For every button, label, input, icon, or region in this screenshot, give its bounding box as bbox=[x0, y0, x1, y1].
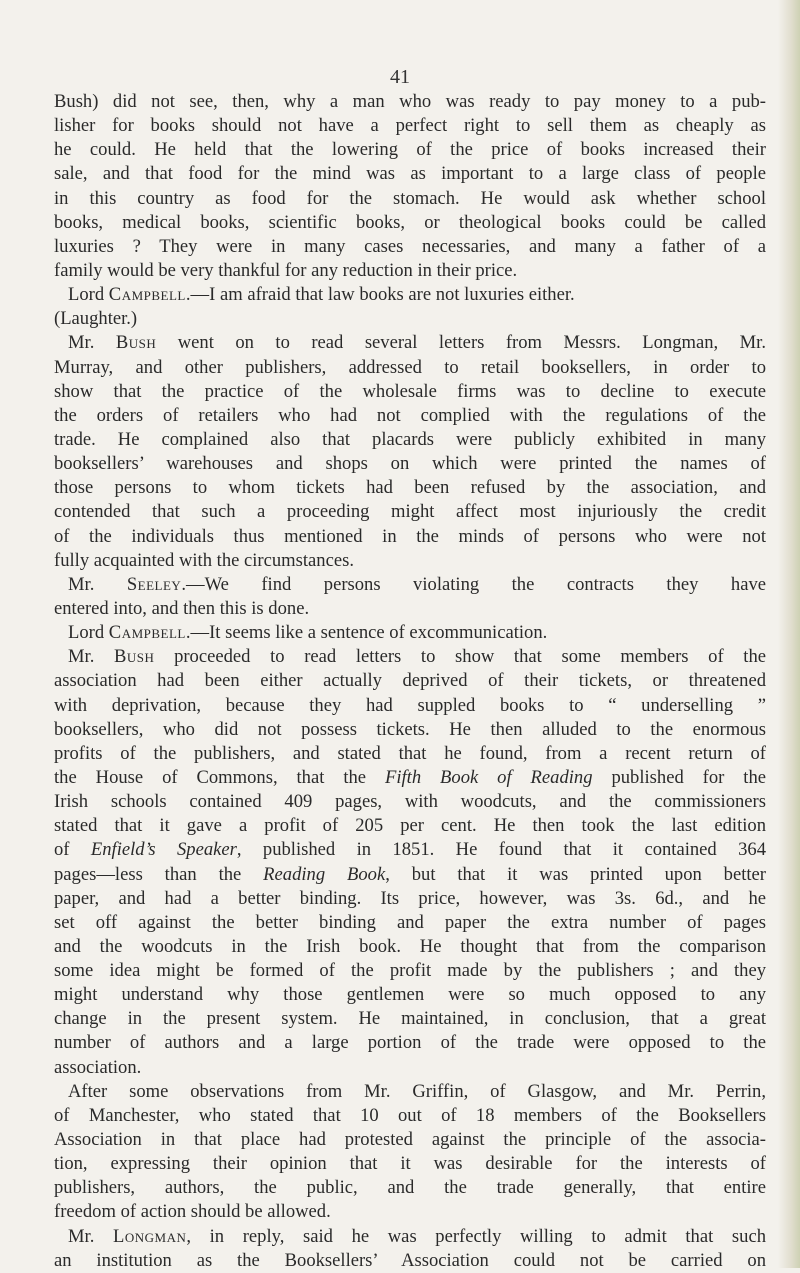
text-line bbox=[54, 911, 766, 935]
text-run: publishers, authors, the public, and the trade generally, that entire bbox=[54, 1177, 766, 1199]
text-run: some idea might be formed of the profit made by the publishers ; and they bbox=[54, 960, 766, 982]
text-run: booksellers’ warehouses and shops on which were printed the names of bbox=[54, 453, 766, 475]
text-run: (Laughter.) bbox=[54, 308, 138, 330]
book-title: Reading Book bbox=[263, 863, 386, 885]
text-run: After some observations from Mr. Griffin, of Glasgow, and Mr. Perrin, bbox=[68, 1080, 766, 1102]
text-line bbox=[54, 114, 766, 138]
text-line bbox=[54, 983, 766, 1007]
text-run: entered into, and then this is done. bbox=[54, 597, 310, 619]
text-run: .—We find persons violating the contracts they have bbox=[181, 573, 766, 595]
text-run: contended that such a proceeding might affect most injuriously the credit bbox=[54, 501, 766, 523]
speaker-name: Bush bbox=[114, 646, 155, 668]
text-run: stated that it gave a profit of 205 per cent. He then took the last edition bbox=[54, 815, 766, 837]
text-line bbox=[54, 718, 766, 742]
text-line bbox=[54, 573, 766, 597]
text-run: Irish schools contained 409 pages, with woodcuts, and the commissioners bbox=[54, 791, 766, 813]
text-run: he could. He held that the lowering of the price of books increased their bbox=[54, 139, 766, 161]
text-line bbox=[54, 380, 766, 404]
text-run: profits of the publishers, and stated that he found, from a recent return of bbox=[54, 742, 766, 764]
text-run: Mr. bbox=[68, 332, 116, 354]
text-run: freedom of action should be allowed. bbox=[54, 1201, 331, 1223]
text-line bbox=[54, 90, 766, 114]
text-run: Lord bbox=[68, 284, 109, 306]
speaker-name: Campbell bbox=[108, 284, 186, 306]
speaker-name: Campbell bbox=[108, 622, 186, 644]
speaker-name: Bush bbox=[115, 332, 157, 354]
text-run: luxuries ? They were in many cases necessaries, and many a father of a bbox=[54, 235, 766, 257]
text-line bbox=[54, 211, 766, 235]
text-run: proceeded to read letters to show that some members of the bbox=[154, 646, 767, 668]
text-line bbox=[54, 863, 766, 887]
text-line bbox=[54, 645, 766, 669]
text-line bbox=[54, 790, 766, 814]
speaker-name: Longman bbox=[112, 1225, 187, 1247]
text-run: tion, expressing their opinion that it was desirable for the interests of bbox=[54, 1153, 766, 1175]
text-run: of Manchester, who stated that 10 out of 18 members of the Booksellers bbox=[54, 1104, 766, 1126]
text-run: show that the practice of the wholesale firms was to decline to execute bbox=[54, 380, 766, 402]
text-line bbox=[54, 742, 766, 766]
text-line bbox=[54, 694, 766, 718]
text-run: books, medical books, scientific books, or theological books could be called bbox=[54, 211, 766, 233]
text-line bbox=[54, 404, 766, 428]
text-line bbox=[54, 428, 766, 452]
text-line bbox=[54, 887, 766, 911]
text-run: Murray, and other publishers, addressed to retail booksellers, in order to bbox=[54, 356, 766, 378]
text-run: Mr. bbox=[68, 1225, 113, 1247]
text-line bbox=[54, 1128, 766, 1152]
text-line bbox=[54, 1007, 766, 1031]
page-number: 41 bbox=[390, 66, 410, 88]
text-run: , published in 1851. He found that it contained 364 bbox=[236, 839, 766, 861]
text-line bbox=[54, 1225, 766, 1249]
text-run: with deprivation, because they had suppled books to “ underselling ” bbox=[54, 694, 766, 716]
text-run: set off against the better binding and paper the extra number of pages bbox=[54, 911, 766, 933]
text-line bbox=[54, 621, 766, 645]
text-line bbox=[54, 766, 766, 790]
text-line bbox=[54, 1104, 766, 1128]
text-line bbox=[54, 138, 766, 162]
text-run: and the woodcuts in the Irish book. He thought that from the comparison bbox=[54, 935, 766, 957]
book-title: Enfield’s Speaker bbox=[90, 839, 237, 861]
text-line bbox=[54, 1176, 766, 1200]
text-run: sale, and that food for the mind was as important to a large class of people bbox=[54, 163, 766, 185]
text-line bbox=[54, 597, 766, 621]
text-run: booksellers, who did not possess tickets. He then alluded to the enormous bbox=[54, 718, 766, 740]
text-run: the House of Commons, that the bbox=[54, 766, 385, 788]
text-run: , but that it was printed upon better bbox=[385, 863, 766, 885]
text-run: Lord bbox=[68, 622, 109, 644]
book-title: Fifth Book of Reading bbox=[384, 766, 593, 788]
text-run: family would be very thankful for any reduction in their price. bbox=[54, 259, 518, 281]
text-line bbox=[54, 814, 766, 838]
text-line bbox=[54, 1152, 766, 1176]
page-edge-shadow bbox=[778, 0, 800, 1268]
text-line bbox=[54, 500, 766, 524]
text-run: Mr. bbox=[68, 573, 127, 595]
text-line bbox=[54, 1056, 766, 1080]
book-page-text bbox=[54, 90, 766, 1273]
text-run: of bbox=[54, 839, 91, 861]
text-run: fully acquainted with the circumstances. bbox=[54, 549, 354, 571]
text-run: change in the present system. He maintained, in conclusion, that a great bbox=[54, 1008, 766, 1030]
text-line bbox=[54, 187, 766, 211]
text-line bbox=[54, 1249, 766, 1273]
text-line bbox=[54, 669, 766, 693]
text-line bbox=[54, 356, 766, 380]
text-line bbox=[54, 476, 766, 500]
text-run: trade. He complained also that placards were publicly exhibited in many bbox=[54, 428, 766, 450]
text-run: association. bbox=[54, 1056, 142, 1078]
text-line bbox=[54, 935, 766, 959]
text-run: an institution as the Booksellers’ Association could not be carried on bbox=[54, 1249, 766, 1271]
speaker-name: Seeley bbox=[126, 573, 182, 595]
text-line bbox=[54, 235, 766, 259]
text-line bbox=[54, 1031, 766, 1055]
text-run: Bush) did not see, then, why a man who was ready to pay money to a pub- bbox=[54, 91, 766, 112]
text-run: paper, and had a better binding. Its price, however, was 3s. 6d., and he bbox=[54, 887, 766, 909]
text-line bbox=[54, 259, 766, 283]
text-run: , in reply, said he was perfectly willing to admit that such bbox=[186, 1225, 766, 1247]
text-run: went on to read several letters from Messrs. Longman, Mr. bbox=[156, 332, 766, 354]
text-run: might understand why those gentlemen were so much opposed to any bbox=[54, 984, 766, 1006]
text-run: those persons to whom tickets had been refused by the association, and bbox=[54, 477, 766, 499]
text-line bbox=[54, 549, 766, 573]
text-line bbox=[54, 959, 766, 983]
text-run: published for the bbox=[592, 766, 767, 788]
text-line bbox=[54, 162, 766, 186]
text-run: the orders of retailers who had not complied with the regulations of the bbox=[54, 404, 766, 426]
text-run: Association in that place had protested against the principle of the associa- bbox=[54, 1129, 766, 1151]
text-run: .—I am afraid that law books are not luxuries either. bbox=[185, 284, 575, 306]
text-run: number of authors and a large portion of the trade were opposed to the bbox=[54, 1032, 766, 1054]
text-line bbox=[54, 525, 766, 549]
text-line bbox=[54, 283, 766, 307]
text-run: association had been either actually deprived of their tickets, or threatened bbox=[54, 670, 766, 692]
text-line bbox=[54, 452, 766, 476]
text-line bbox=[54, 1080, 766, 1104]
text-run: in this country as food for the stomach. He would ask whether school bbox=[54, 187, 766, 209]
text-line bbox=[54, 1200, 766, 1224]
text-run: .—It seems like a sentence of excommunication. bbox=[185, 622, 548, 644]
text-line bbox=[54, 838, 766, 862]
text-run: pages—less than the bbox=[54, 863, 264, 885]
text-run: Mr. bbox=[68, 646, 114, 668]
text-run: lisher for books should not have a perfect right to sell them as cheaply as bbox=[54, 115, 766, 137]
text-line bbox=[54, 307, 766, 331]
text-run: of the individuals thus mentioned in the minds of persons who were not bbox=[54, 525, 766, 547]
text-line bbox=[54, 331, 766, 355]
